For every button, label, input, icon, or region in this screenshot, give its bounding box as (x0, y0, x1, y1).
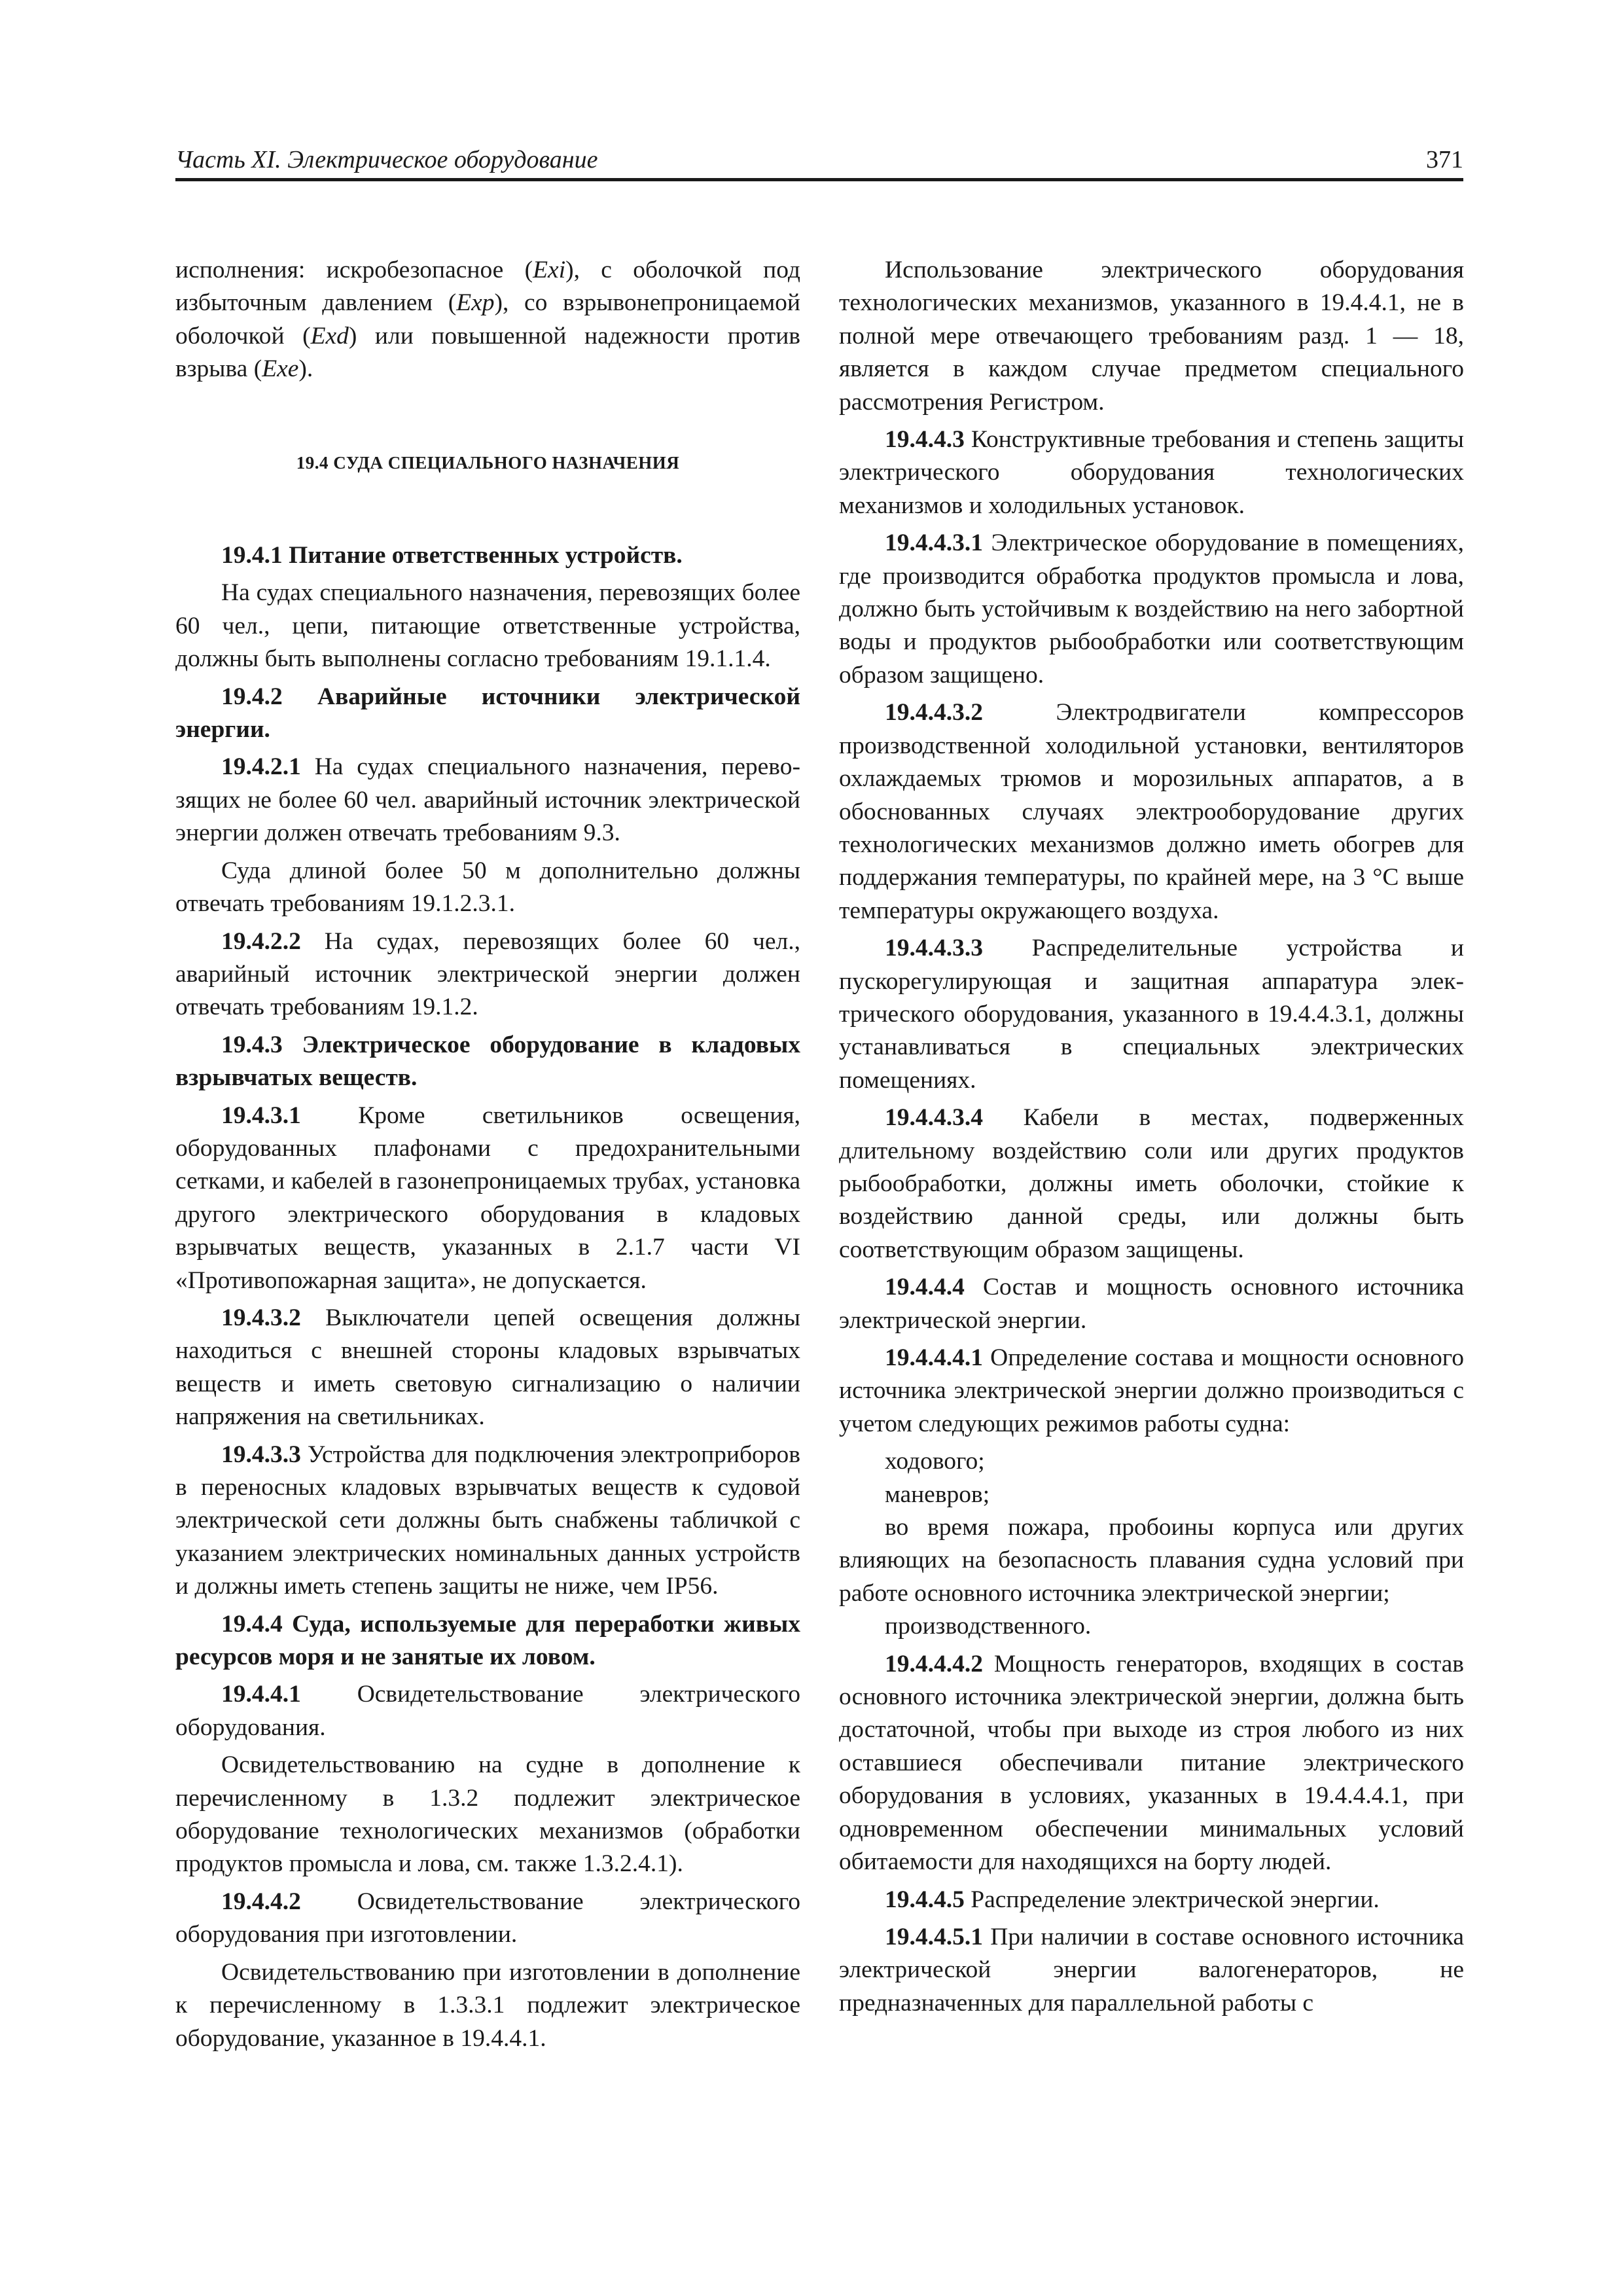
paragraph: 19.4.4.5.1 При наличии в составе основного источника электрической энергии валогенераторов, не предназначенных для параллельной работы с (839, 1923, 1464, 2017)
paragraph: исполнения: искробезопасное (Exi), с оболочкой под избыточным давлением (Exp), со взрывонепроницаемой оболочкой (Exd) или повышенной надежности против взрыва (Exe). (175, 257, 800, 383)
right-column (839, 254, 1464, 2024)
page-number: 371 (1426, 146, 1463, 173)
paragraph: 19.4.4.4 Состав и мощность основного источника электрической энергии. (839, 1274, 1464, 1334)
paragraph: 19.4.4.3.1 Электрическое оборудование в помещениях, где производится обработка продуктов промысла и лова, должно быть устойчивым к воздействию на него забортной воды и продуктов рыбообработки или соответствующим образом защищено. (839, 529, 1464, 689)
paragraph: 19.4.2.2 На судах, перевозящих более 60 чел., аварийный источник электрической энергии должен отвечать требованиям 19.1.2. (175, 927, 800, 1021)
paragraph: 19.4.4.3.3 Распределительные устройства и пускорегулирующая и защитная аппаратура электрического оборудования, указанного в 19.4.4.3.1, должны устанавливаться в специальных электрических помещениях. (839, 935, 1464, 1094)
clause-heading: 19.4.1 Питание ответственных устройств. (221, 542, 683, 569)
paragraph: На судах специального назначения, перевозящих более 60 чел., цепи, питающие ответственные устройства, должны быть выполнены согласно требованиям 19.1.1.4. (175, 579, 800, 673)
paragraph: 19.4.4.1 Освидетельствование электрического оборудования. (175, 1681, 800, 1741)
clause-heading: 19.4.2 Аварийные источники электрической энергии. (175, 683, 800, 744)
paragraph: Освидетельствованию при изготовлении в дополнение к перечисленному в 1.3.3.1 подлежит электрическое оборудование, указанное в 19.4.4.1. (175, 1958, 800, 2052)
list-item: маневров; (885, 1480, 990, 1508)
paragraph: 19.4.2.1 На судах специального назначения, перевозящих не более 60 чел. аварийный источник электрической энергии должен отвечать требованиям 9.3. (175, 753, 800, 847)
paragraph: 19.4.4.3 Конструктивные требования и степень защиты электрического оборудования технологических механизмов и холодильных установок. (839, 426, 1464, 519)
paragraph: 19.4.4.2 Освидетельствование электрического оборудования при изготовлении. (175, 1888, 800, 1948)
paragraph: 19.4.3.2 Выключатели цепей освещения должны находиться с внешней стороны кладовых взрывчатых веществ и иметь световую сигнализацию о наличии напряжения на светильниках. (175, 1304, 800, 1431)
running-header (175, 140, 1463, 181)
paragraph: Суда длиной более 50 м дополнительно должны отвечать требованиям 19.1.2.3.1. (175, 857, 800, 918)
clause-heading: 19.4.4 Суда, используемые для переработки живых ресурсов моря и не занятые их ловом. (175, 1610, 800, 1671)
paragraph: 19.4.4.4.1 Определение состава и мощности основного источника электрической энергии должно производиться с учетом следующих режимов работы судна: (839, 1344, 1464, 1437)
running-title: Часть XI. Электрическое оборудование (175, 146, 598, 173)
paragraph: 19.4.4.4.2 Мощность генераторов, входящих в состав основного источника электрической энергии, должна быть достаточной, чтобы при выходе из строя любого из них оставшиеся обеспечивали питание электрического оборудования в условиях, указанных в 19.4.4.4.1, при одновременном обеспечении минимальных условий обитаемости для находящихся на борту людей. (839, 1650, 1464, 1876)
paragraph: 19.4.3.1 Кроме светильников освещения, оборудованных плафонами с предохранительными сетками, и кабелей в газонепроницаемых трубах, установка другого электрического оборудования в кладовых взрывчатых веществ, указанных в 2.1.7 части VI «Противопожарная защита», не допускается. (175, 1102, 800, 1294)
paragraph: Использование электрического оборудования технологических механизмов, указанного в 19.4.4.1, не в полной мере отвечающего требованиям разд. 1 — 18, является в каждом случае предметом специального рассмотрения Регистром. (839, 257, 1464, 416)
paragraph: 19.4.3.3 Устройства для подключения электроприборов в переносных кладовых взрывчатых веществ к судовой электрической сети должны быть снабжены табличкой с указанием электрических номинальных данных устройств и должны иметь степень защиты не ниже, чем IP56. (175, 1441, 800, 1600)
paragraph: Освидетельствованию на судне в дополнение к перечисленному в 1.3.2 подлежит электрическое оборудование технологических механизмов (обработки продуктов промысла и лова, см. также 1.3.2.4.1). (175, 1751, 800, 1878)
clause-heading: 19.4.3 Электрическое оборудование в кладовых взрывчатых веществ. (175, 1031, 800, 1092)
paragraph: 19.4.4.3.2 Электродвигатели компрессоров производственной холодильной установки, вентиляторов охлаждаемых трюмов и морозильных аппаратов, а в обоснованных случаях электрооборудование других технологических механизмов должно иметь обогрев для поддержания температуры, по крайней мере, на 3 °С выше температуры окружающего воздуха. (839, 699, 1464, 924)
list-item: производственного. (885, 1613, 1092, 1640)
section-title: 19.4 СУДА СПЕЦИАЛЬНОГО НАЗНАЧЕНИЯ (296, 452, 680, 473)
left-column (175, 254, 800, 2060)
list-item: во время пожара, пробоины корпуса или других влияющих на безопасность плавания судна условий при работе основного источника электрической энергии; (839, 1514, 1464, 1607)
list-item: ходового; (885, 1448, 985, 1475)
paragraph: 19.4.4.3.4 Кабели в местах, подверженных длительному воздействию соли или других продуктов рыбообработки, должны иметь оболочки, стойкие к воздействию данной среды, или должны быть соответствующим образом защищены. (839, 1104, 1464, 1263)
paragraph: 19.4.4.5 Распределение электрической энергии. (885, 1886, 1380, 1913)
